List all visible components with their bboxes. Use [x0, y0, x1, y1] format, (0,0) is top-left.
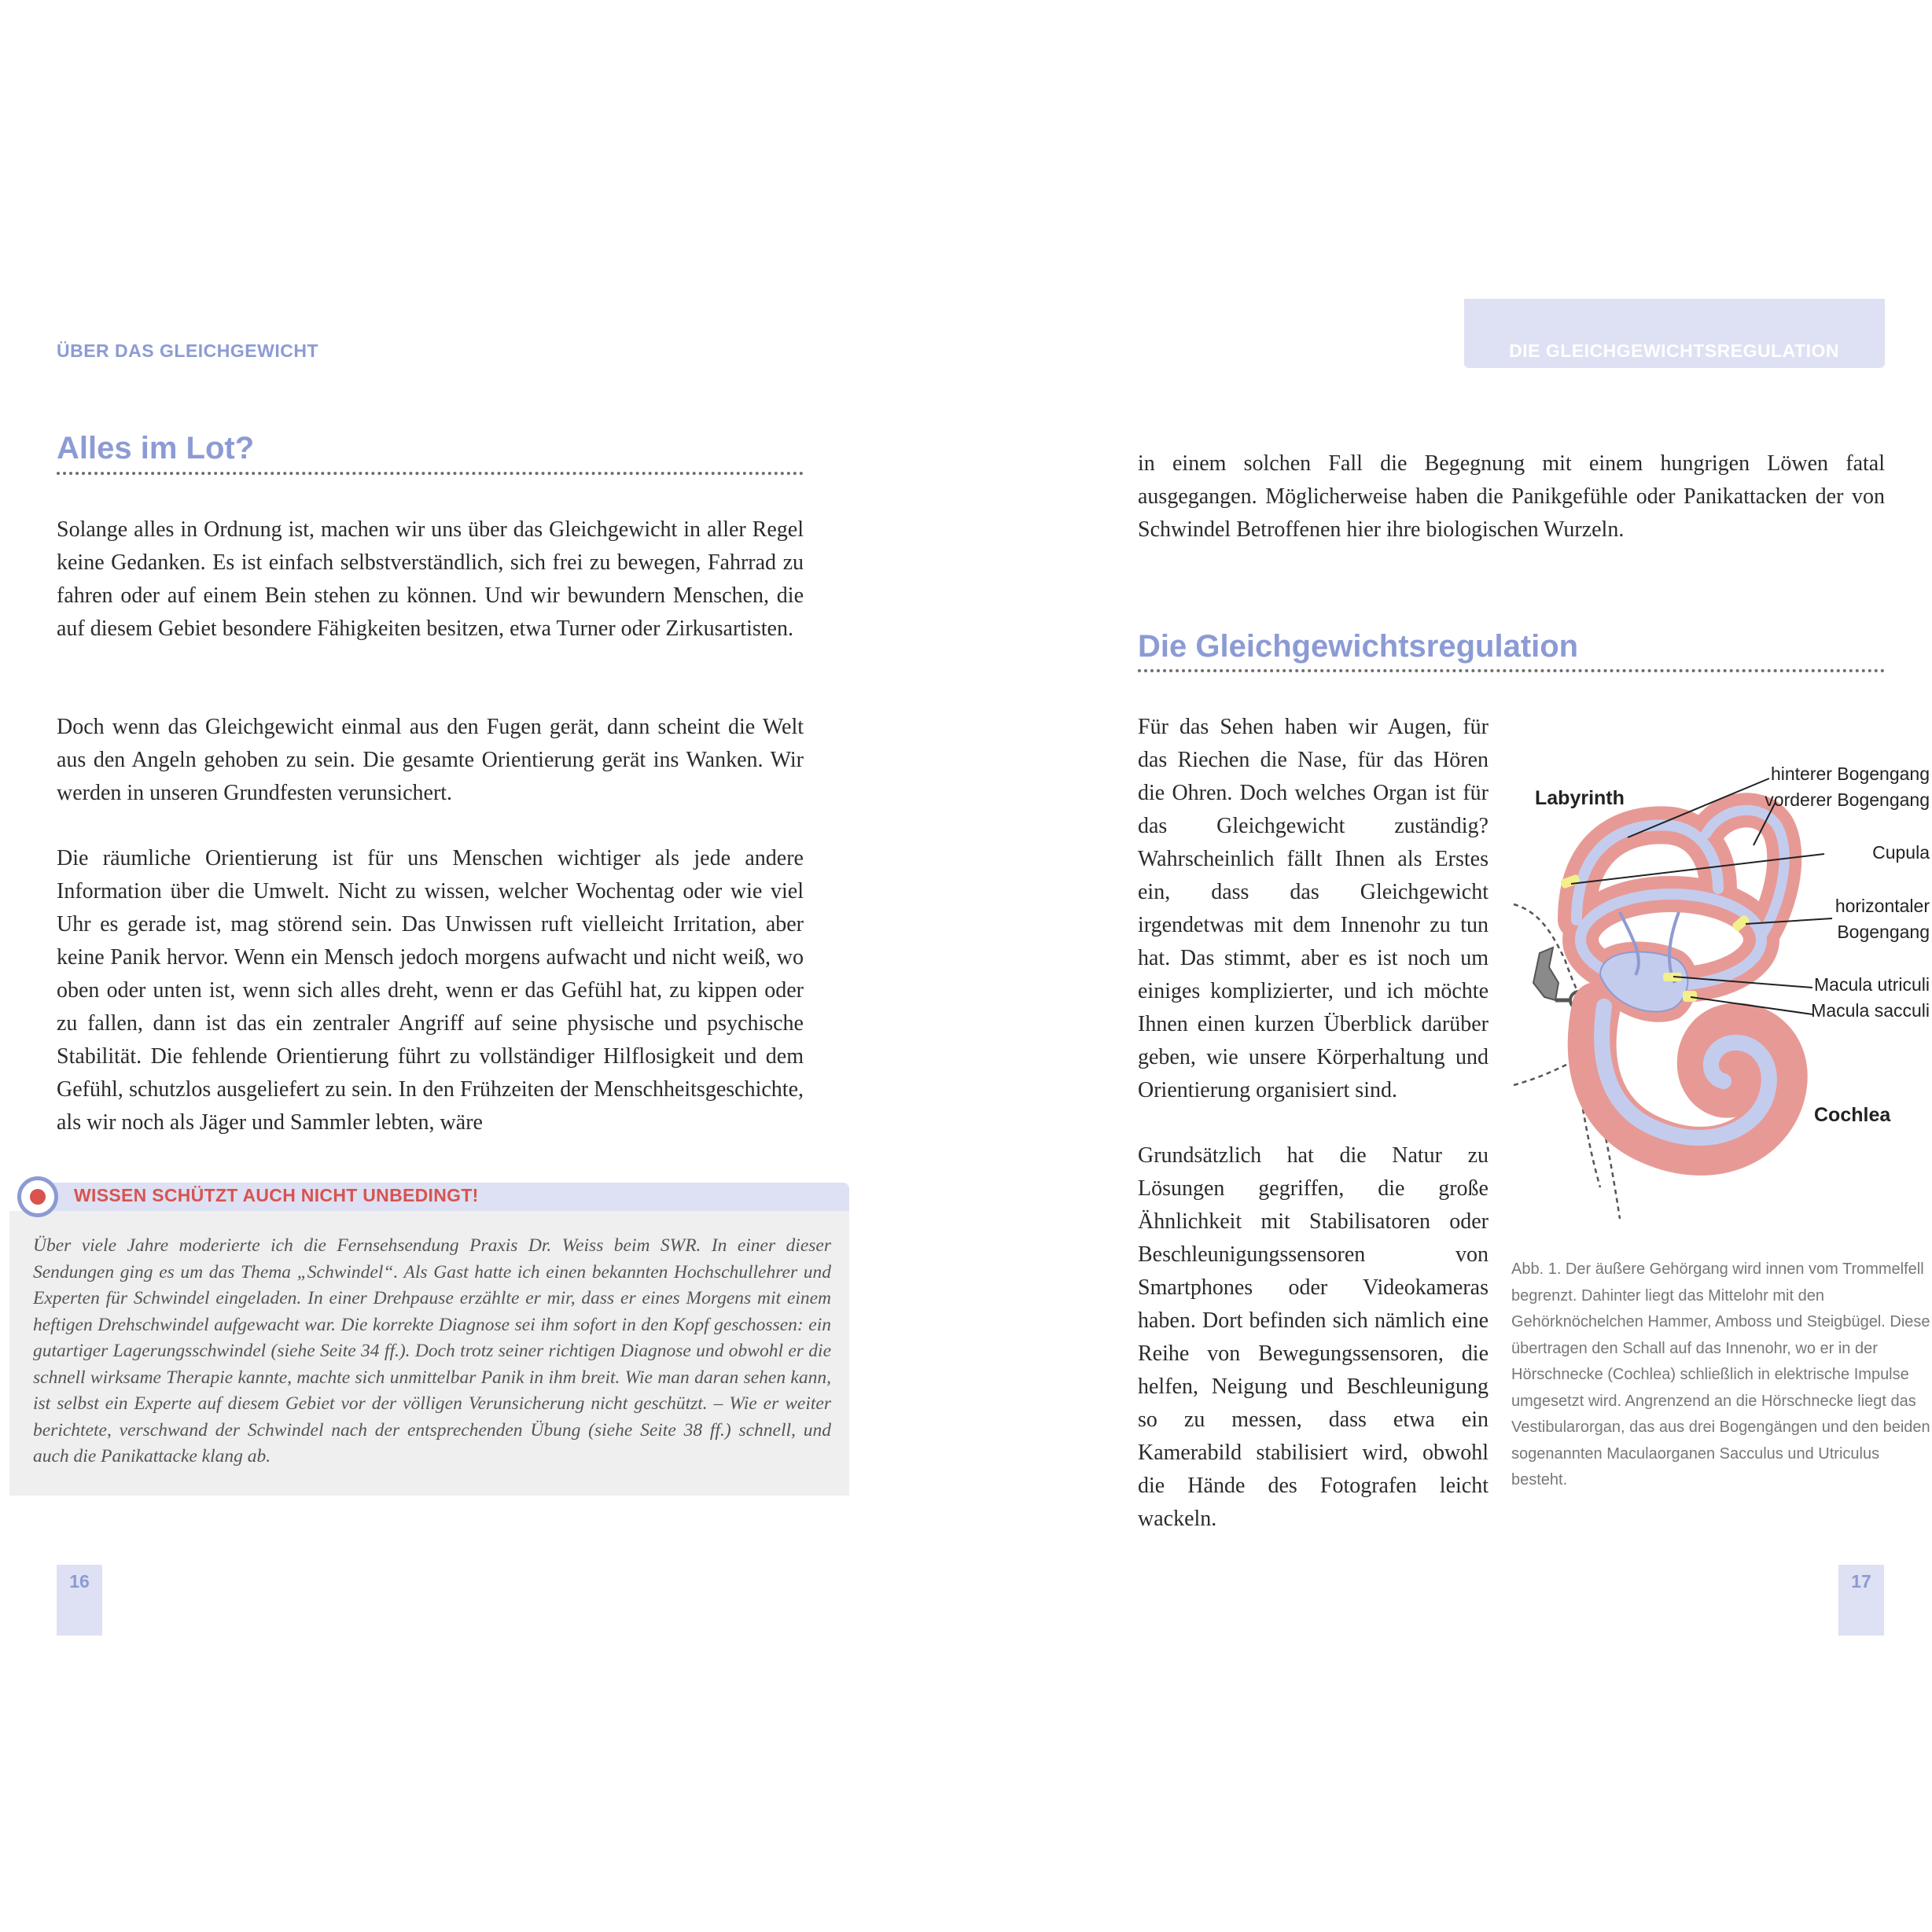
- running-head-right: DIE GLEICHGEWICHTSREGULATION: [1509, 340, 1839, 361]
- label-horizontal-canal-2: Bogengang: [1837, 922, 1930, 942]
- alert-dot-icon: [17, 1176, 58, 1217]
- section-heading-alles-im-lot: Alles im Lot?: [57, 431, 255, 466]
- info-box-title: WISSEN SCHÜTZT AUCH NICHT UNBEDINGT!: [74, 1185, 479, 1205]
- label-macula-utriculi: Macula utriculi: [1814, 974, 1930, 995]
- figure-caption: Abb. 1. Der äußere Gehörgang wird innen vom Trommelfell begrenzt. Dahinter liegt das Mittelohr mit den Gehörknöchelchen Hammer, Amboss und Steigbügel. Diese übertragen den Schall auf das Innenohr, wo er in der Hörschnecke (Cochlea) schließlich in elektrische Impulse umgesetzt wird. Angrenzend an die Hörschnecke liegt das Vestibularorgan, das aus drei Bogengängen und den beiden sogenannten Maculaorganen Sacculus und Utriculus besteht.: [1511, 1260, 1930, 1489]
- info-box: [9, 1179, 849, 1496]
- label-macula-sacculi: Macula sacculi: [1811, 1000, 1930, 1021]
- running-head-left: ÜBER DAS GLEICHGEWICHT: [57, 340, 318, 361]
- label-posterior-canal: hinterer Bogengang: [1770, 764, 1930, 784]
- inner-ear-diagram: [1510, 747, 1932, 1235]
- info-box-text: Über viele Jahre moderierte ich die Fernsehsendung Praxis Dr. Weiss beim SWR. In einer dieser Sendungen ging es um das Thema „Schwindel“. Als Gast hatte ich einen bekannten Hochschullehrer und Experten für Schwindel eingeladen. In einer Drehpause erzählte er mir, dass er eines Morgens mit einem heftigen Drehschwindel aufgewacht war. Die korrekte Diagnose sei ihm sofort in den Kopf geschossen: ein gutartiger Lagerungsschwindel (siehe Seite 34 ff.). Doch trotz seiner richtigen Diagnose und obwohl er die schnell wirksame Therapie kannte, machte sich unmittelbar Panik in ihm breit. Wie man daran sehen kann, ist selbst ein Experte auf diesem Gebiet vor der völligen Verunsicherung nicht geschützt. – Wie er weiter berichtete, verschwand der Schwindel nach der entsprechenden Übung (siehe Seite 38 ff.) schnell, und auch die Panikattacke klang ab.: [33, 1235, 831, 1466]
- heading-divider: [1138, 669, 1885, 672]
- paragraph: Solange alles in Ordnung ist, machen wir uns über das Gleichgewicht in aller Regel keine Gedanken. Es ist einfach selbstverständlich, sich frei zu bewegen, Fahrrad zu fahren oder auf einem Bein stehen zu können. Und wir bewundern Menschen, die auf diesem Gebiet besondere Fähigkeiten besitzen, etwa Turner oder Zirkusartisten.: [57, 517, 804, 641]
- continuation-paragraph: in einem solchen Fall die Begegnung mit einem hungrigen Löwen fatal ausgegangen. Möglicherweise haben die Panikgefühle oder Panikattacken der von Schwindel Betroffenen hier ihre biologischen Wurzeln.: [1138, 451, 1885, 542]
- label-horizontal-canal-1: horizontaler: [1834, 896, 1930, 916]
- paragraph: Die räumliche Orientierung ist für uns Menschen wichtiger als jede andere Information über die Umwelt. Nicht zu wissen, welcher Wochentag oder wie viel Uhr es gerade ist, mag störend sein. Das Unwissen ruft vielleicht Irritation, aber keine Panik hervor. Wenn ein Mensch jedoch morgens aufwacht und nicht weiß, wo oben oder unten ist, wenn sich alles dreht, wenn er das Gefühl hat, zu kippen oder zu fallen, dann ist das ein zentraler Angriff auf seine physische und psychische Stabilität. Die fehlende Orientierung führt zu vollständiger Hilflosigkeit und dem Gefühl, schutzlos ausgeliefert zu sein. In den Frühzeiten der Menschheitsgeschichte, als wir noch als Jäger und Sammler lebten, wäre: [57, 846, 804, 1135]
- paragraph: Doch wenn das Gleichgewicht einmal aus den Fugen gerät, dann scheint die Welt aus den Angeln gehoben zu sein. Die gesamte Orientierung gerät ins Wanken. Wir werden in unseren Grundfesten verunsichert.: [57, 715, 804, 805]
- inner-ear-figure: [1510, 747, 1932, 1235]
- label-anterior-canal: vorderer Bogengang: [1765, 789, 1930, 810]
- page-number-left: 16: [57, 1565, 102, 1636]
- label-labyrinth: Labyrinth: [1535, 787, 1625, 809]
- label-cupula: Cupula: [1872, 842, 1930, 863]
- paragraph: Grundsätzlich hat die Natur zu Lösungen gegriffen, die große Ähnlichkeit mit Stabilisatoren oder Beschleunigungssensoren von Smartphones oder Videokameras haben. Dort befinden sich nämlich eine Reihe von Bewegungssensoren, die helfen, Neigung und Beschleunigung so zu messen, dass etwa ein Kamerabild stabilisiert wird, obwohl die Hände des Fotografen leicht wackeln.: [1138, 1143, 1489, 1531]
- page-number-right: 17: [1838, 1565, 1884, 1636]
- ossicles-icon: [1533, 948, 1558, 1000]
- paragraph: Für das Sehen haben wir Augen, für das Riechen die Nase, für das Hören die Ohren. Doch welches Organ ist für das Gleichgewicht zuständig? Wahrscheinlich fällt Ihnen als Erstes ein, dass das Gleichgewicht irgendetwas mit dem Innenohr zu tun hat. Das stimmt, aber es ist noch um einiges komplizierter, und ich möchte Ihnen einen kurzen Überblick darüber geben, wie unsere Körperhaltung und Orientierung organisiert sind.: [1138, 715, 1489, 1102]
- section-heading-gleichgewichtsregulation: Die Gleichgewichtsregulation: [1138, 629, 1579, 664]
- label-cochlea: Cochlea: [1814, 1104, 1891, 1126]
- heading-divider: [57, 472, 804, 475]
